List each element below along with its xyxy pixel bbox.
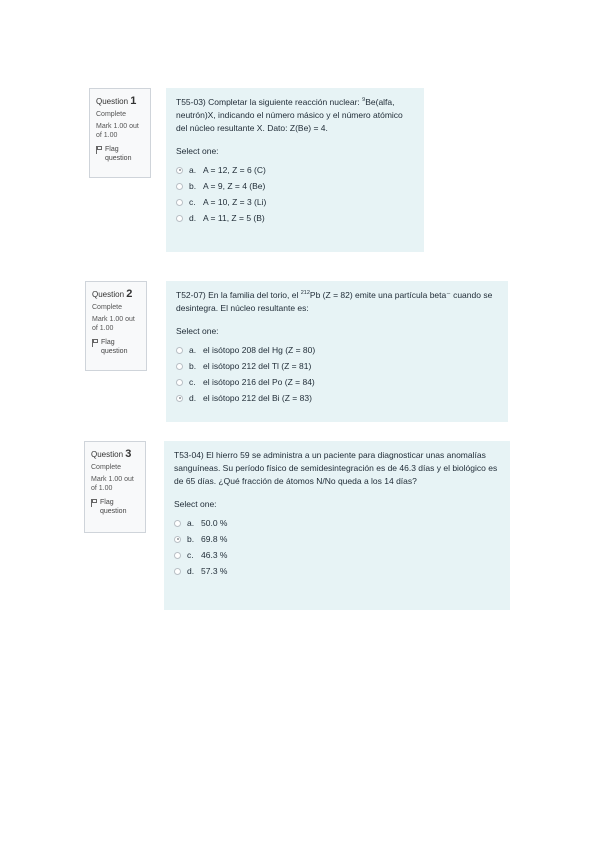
question-content-1 — [166, 88, 424, 252]
flag-label: Flag question — [101, 339, 128, 355]
flag-question-link[interactable] — [92, 338, 140, 356]
question-content-3 — [164, 441, 510, 610]
question-state: Complete — [92, 304, 122, 311]
flag-icon — [96, 146, 102, 154]
radio-button[interactable] — [176, 395, 183, 402]
radio-button[interactable] — [174, 552, 181, 559]
question-grade: Mark 1.00 out of 1.00 — [91, 476, 134, 492]
question-text: T55-03) Completar la siguiente reacción nuclear: $^9$Be(alfa, neutrón)X, indicando el número másico y el número atómico del núcleo resultante X. Dato: Z(Be) = 4. — [176, 97, 403, 133]
question-info-1 — [89, 88, 151, 178]
select-one-prompt: Select one: — [176, 146, 219, 156]
radio-button[interactable] — [176, 363, 183, 370]
radio-button[interactable] — [176, 199, 183, 206]
question-text: T53-04) El hierro 59 se administra a un paciente para diagnosticar unas anomalías sanguíneas. Su período físico de semidesintegración es de 46.3 días y el biológico es de 65 días. ¿Qué fracción de átomos N/No queda a los 14 días? — [174, 450, 498, 486]
question-state: Complete — [96, 111, 126, 118]
flag-label: Flag question — [105, 146, 132, 162]
radio-button[interactable] — [176, 347, 183, 354]
answer-option[interactable]: d. el isótopo 212 del Bi (Z = 83) — [176, 390, 498, 406]
flag-question-link[interactable] — [96, 145, 144, 163]
radio-button[interactable] — [176, 379, 183, 386]
answer-option[interactable]: a. A = 12, Z = 6 (C) — [176, 162, 414, 178]
radio-button[interactable] — [176, 167, 183, 174]
radio-button[interactable] — [174, 568, 181, 575]
question-info-3 — [84, 441, 146, 533]
radio-button[interactable] — [176, 215, 183, 222]
radio-button[interactable] — [176, 183, 183, 190]
flag-question-link[interactable] — [91, 498, 139, 516]
answer-option[interactable]: a. 50.0 % — [174, 515, 500, 531]
question-number: Question 2 — [92, 288, 133, 300]
flag-icon — [92, 339, 98, 347]
flag-label: Flag question — [100, 499, 127, 515]
question-text: T52-07) En la familia del torio, el $^{212}$Pb (Z = 82) emite una partícula beta⁻ cuando se desintegra. El núcleo resultante es: — [176, 290, 493, 313]
select-one-prompt: Select one: — [176, 326, 219, 336]
question-content-2 — [166, 281, 508, 422]
question-number: Question 3 — [91, 448, 132, 460]
answer-option[interactable]: b. 69.8 % — [174, 531, 500, 547]
question-grade: Mark 1.00 out of 1.00 — [96, 123, 139, 139]
question-state: Complete — [91, 464, 121, 471]
radio-button[interactable] — [174, 536, 181, 543]
answer-option[interactable]: d. 57.3 % — [174, 563, 500, 579]
answer-option[interactable]: d. A = 11, Z = 5 (B) — [176, 210, 414, 226]
flag-icon — [91, 499, 97, 507]
answer-option[interactable]: c. 46.3 % — [174, 547, 500, 563]
answer-option[interactable]: c. A = 10, Z = 3 (Li) — [176, 194, 414, 210]
question-info-2 — [85, 281, 147, 371]
answer-option[interactable]: a. el isótopo 208 del Hg (Z = 80) — [176, 342, 498, 358]
question-grade: Mark 1.00 out of 1.00 — [92, 316, 135, 332]
radio-button[interactable] — [174, 520, 181, 527]
answer-option[interactable]: c. el isótopo 216 del Po (Z = 84) — [176, 374, 498, 390]
answer-option[interactable]: b. A = 9, Z = 4 (Be) — [176, 178, 414, 194]
select-one-prompt: Select one: — [174, 499, 217, 509]
answer-option[interactable]: b. el isótopo 212 del Tl (Z = 81) — [176, 358, 498, 374]
question-number: Question 1 — [96, 95, 137, 107]
